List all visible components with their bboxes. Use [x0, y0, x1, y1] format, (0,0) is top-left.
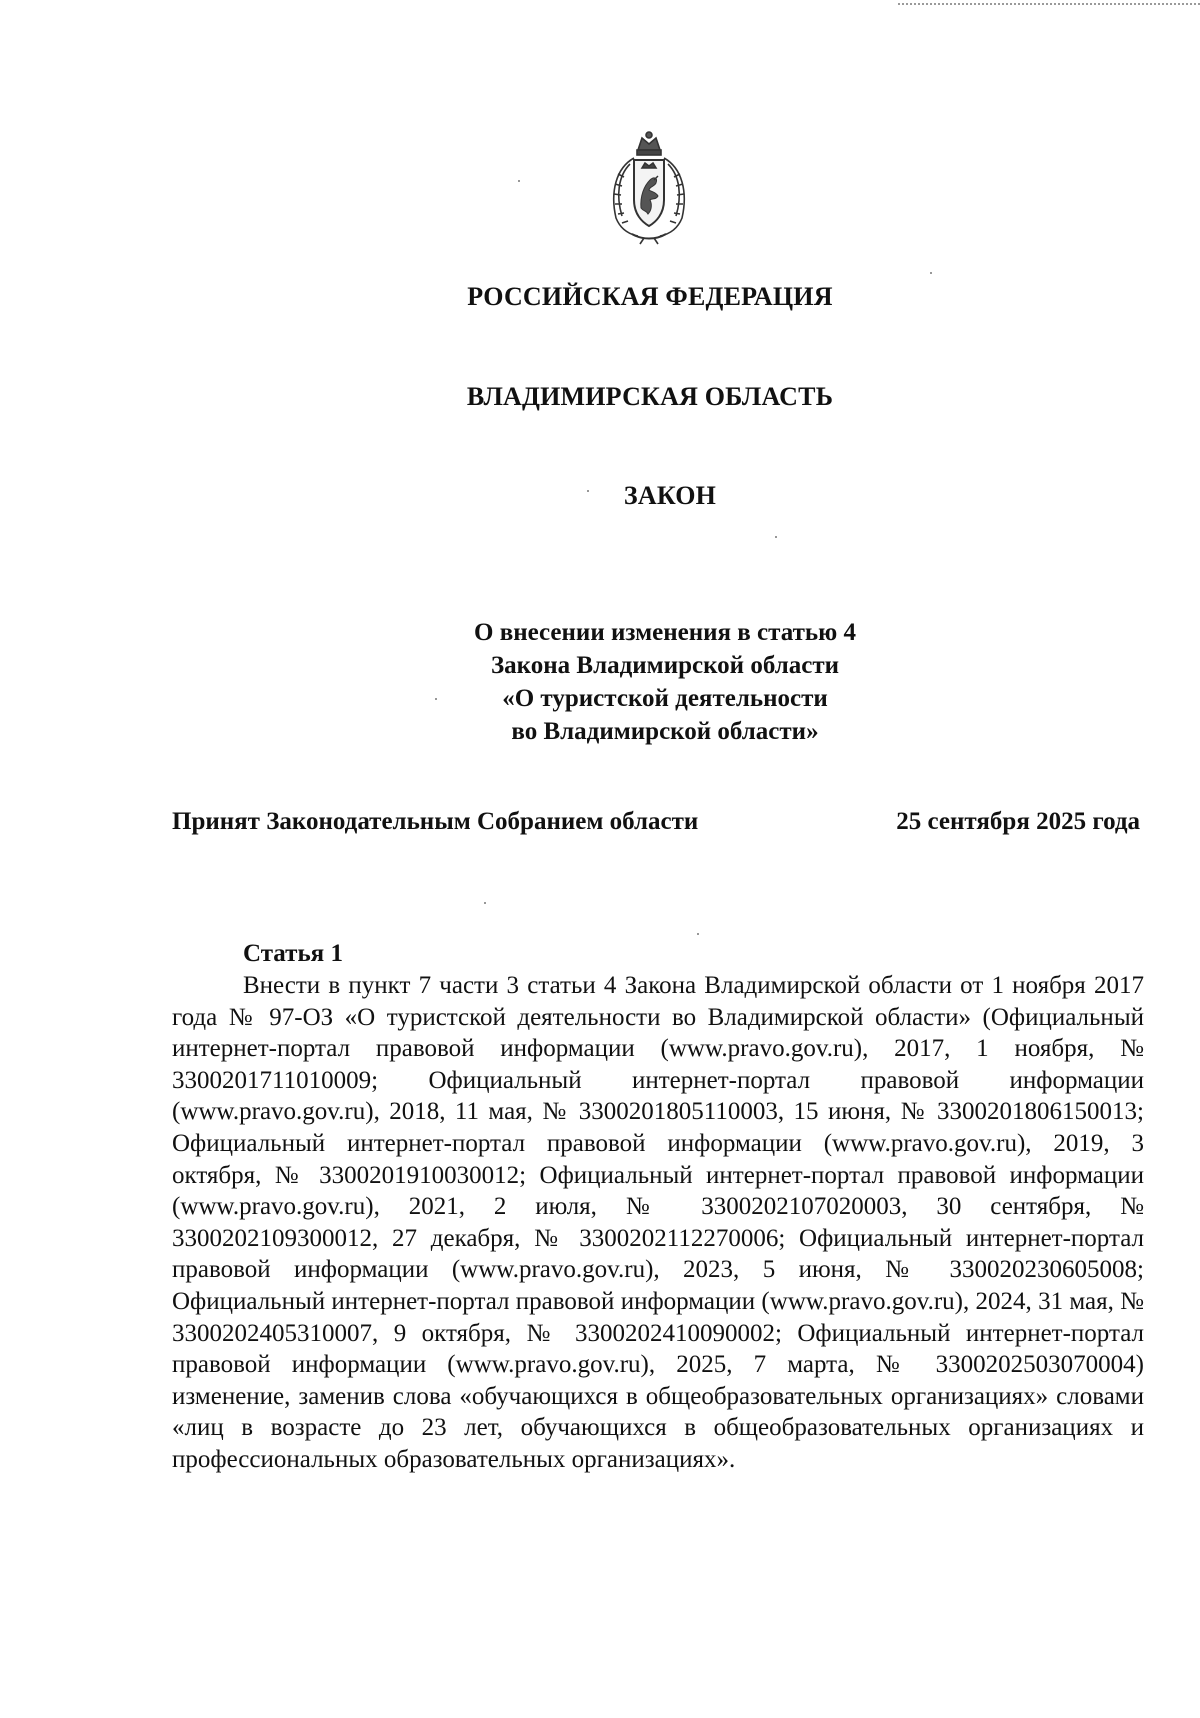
coat-of-arms-icon [604, 130, 694, 246]
law-title-line: Закона Владимирской области [490, 652, 840, 679]
region-heading: ВЛАДИМИРСКАЯ ОБЛАСТЬ [466, 382, 834, 411]
adoption-line [172, 808, 1140, 836]
article-text: Внести в пункт 7 части 3 статьи 4 Закона Владимирской области от 1 ноября 2017 года № 97-ОЗ «О туристской деятельности во Владимирской области» (Официальный интернет-портал правовой информации (www.pravo.gov.ru), 2017, 1 ноября, № 3300201711010009; Официальный интернет-портал правовой информации (www.pravo.gov.ru), 2018, 11 мая, № 3300201805110003, 15 июня, № 3300201806150013; Официальный интернет-портал правовой информации (www.pravo.gov.ru), 2019, 3 октября, № 3300201910030012; Официальный интернет-портал правовой информации (www.pravo.gov.ru), 2021, 2 июля, № 3300202107020003, 30 сентября, № 3300202109300012, 27 декабря, № 3300202112270006; Официальный интернет-портал правовой информации (www.pravo.gov.ru), 2023, 5 июня, № 330020230605008; Официальный интернет-портал правовой информации (www.pravo.gov.ru), 2024, 31 мая, № 3300202405310007, 9 октября, № 3300202410090002; Официальный интернет-портал правовой информации (www.pravo.gov.ru), 2025, 7 марта, № 3300202503070004) изменение, заменив слова «обучающихся в общеобразовательных организациях» словами «лиц в возрасте до 23 лет, обучающихся в общеобразовательных организациях и профессиональных образовательных организациях». [172, 972, 1144, 1473]
scan-speck [930, 272, 932, 274]
scan-edge-line [898, 3, 1200, 5]
scan-speck [484, 902, 486, 904]
law-title-line: «О туристской деятельности [502, 685, 828, 712]
scan-speck [435, 698, 437, 700]
law-title-line: О внесении изменения в статью 4 [474, 619, 856, 646]
document-type-heading: ЗАКОН [623, 481, 717, 510]
scan-speck [518, 180, 520, 182]
scan-speck [587, 490, 589, 492]
adoption-label: Принят Законодательным Собранием области [172, 808, 699, 835]
article-heading: Статья 1 [243, 940, 343, 967]
country-heading: РОССИЙСКАЯ ФЕДЕРАЦИЯ [467, 282, 833, 311]
law-title [0, 616, 1200, 748]
scan-speck [697, 933, 699, 935]
adoption-date: 25 сентября 2025 года [896, 808, 1140, 835]
law-title-line: во Владимирской области» [511, 718, 819, 745]
scan-speck [775, 536, 777, 538]
